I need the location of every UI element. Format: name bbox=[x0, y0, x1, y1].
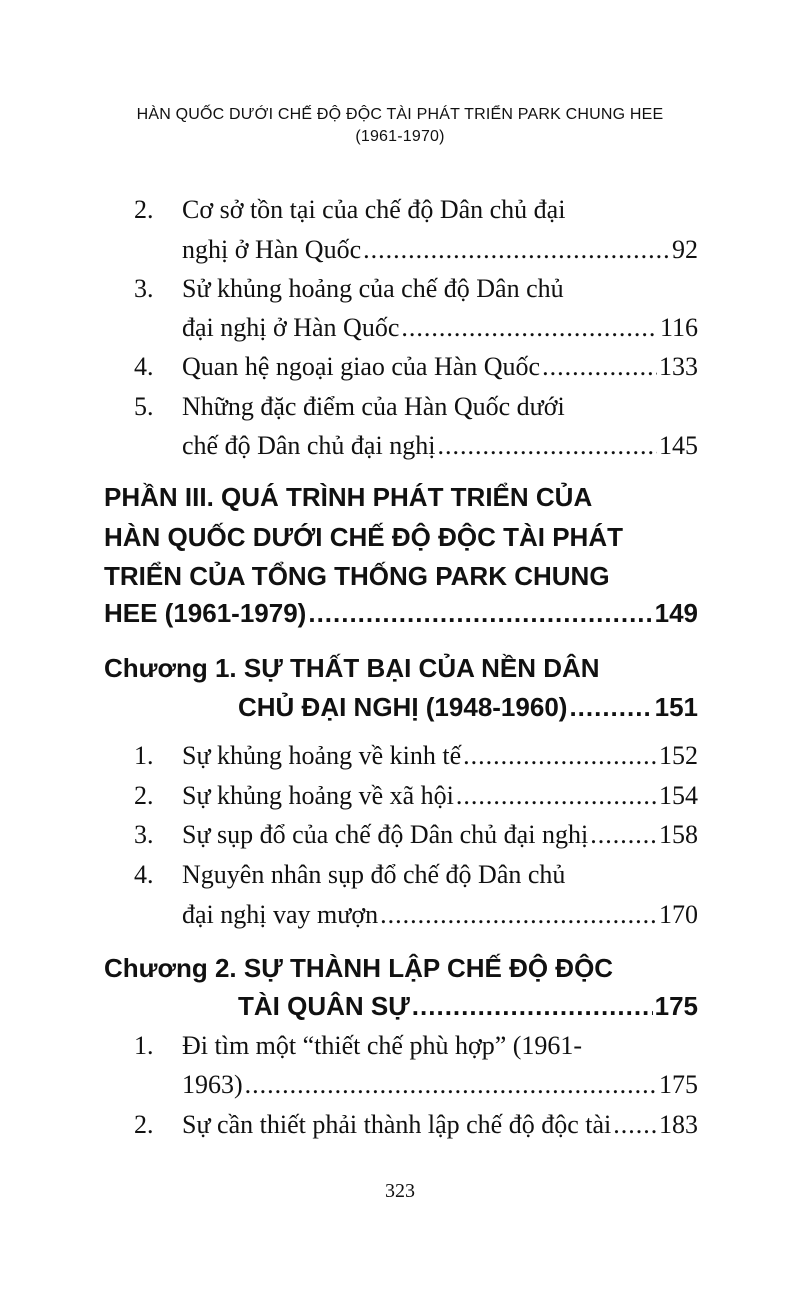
part-3-heading-line-4 bbox=[104, 594, 698, 632]
part-3-heading-line-1: PHẦN III. QUÁ TRÌNH PHÁT TRIỂN CỦA bbox=[104, 482, 593, 512]
dot-leader bbox=[437, 428, 657, 464]
dot-leader bbox=[412, 987, 653, 1025]
toc-page-number: 92 bbox=[672, 235, 698, 264]
toc-entry-number: 3. bbox=[134, 274, 154, 303]
toc-page-number: 151 bbox=[654, 692, 698, 722]
chapter-1-item-4-continuation bbox=[182, 897, 698, 933]
toc-entry-number: 1. bbox=[134, 1031, 154, 1060]
toc-entry-2-continuation bbox=[182, 232, 698, 268]
toc-entry-number: 3. bbox=[134, 820, 154, 849]
toc-entry-text: Những đặc điểm của Hàn Quốc dưới bbox=[182, 392, 565, 421]
dot-leader bbox=[380, 897, 657, 933]
dot-leader bbox=[363, 232, 670, 268]
toc-entry-4-line bbox=[182, 349, 698, 385]
toc-page-number: 175 bbox=[654, 991, 698, 1021]
toc-entry-number: 1. bbox=[134, 741, 154, 770]
dot-leader bbox=[569, 688, 652, 726]
chapter-1-heading-text: CHỦ ĐẠI NGHỊ (1948-1960) bbox=[238, 692, 568, 722]
toc-entry-2 bbox=[0, 192, 800, 228]
toc-entry-number: 2. bbox=[134, 195, 154, 224]
toc-entry-text: Sự khủng hoảng về xã hội bbox=[182, 781, 454, 810]
toc-entry-3-continuation bbox=[182, 310, 698, 346]
chapter-2-heading-text: TÀI QUÂN SỰ bbox=[238, 991, 410, 1021]
toc-entry-5-continuation bbox=[182, 428, 698, 464]
toc-page-number: 116 bbox=[659, 313, 698, 342]
toc-page-number: 183 bbox=[659, 1110, 698, 1139]
part-3-heading-line-3: TRIỂN CỦA TỔNG THỐNG PARK CHUNG bbox=[104, 561, 610, 591]
dot-leader bbox=[308, 594, 652, 632]
toc-entry-text: Nguyên nhân sụp đổ chế độ Dân chủ bbox=[182, 860, 566, 889]
toc-entry-3 bbox=[0, 271, 800, 307]
toc-entry-text: Đi tìm một “thiết chế phù hợp” (1961- bbox=[182, 1031, 583, 1060]
chapter-2-heading-line-2 bbox=[238, 987, 698, 1025]
chapter-1-heading-line-1: Chương 1. SỰ THẤT BẠI CỦA NỀN DÂN bbox=[104, 653, 600, 683]
toc-page-number: 158 bbox=[659, 820, 698, 849]
toc-page-number: 152 bbox=[659, 741, 698, 770]
chapter-2-item-1-continuation bbox=[182, 1067, 698, 1103]
toc-page-number: 154 bbox=[659, 781, 698, 810]
toc-entry-text: Sử khủng hoảng của chế độ Dân chủ bbox=[182, 274, 564, 303]
toc-page-number: 170 bbox=[659, 900, 698, 929]
toc-page-number: 149 bbox=[654, 598, 698, 628]
toc-entry-number: 4. bbox=[134, 860, 154, 889]
chapter-2-heading-line-1: Chương 2. SỰ THÀNH LẬP CHẾ ĐỘ ĐỘC bbox=[104, 953, 614, 983]
chapter-2-item-2-line bbox=[182, 1107, 698, 1143]
chapter-1-item-3-line bbox=[182, 817, 698, 853]
running-header-years: (1961-1970) bbox=[355, 128, 445, 145]
toc-entry-text: Cơ sở tồn tại của chế độ Dân chủ đại bbox=[182, 195, 566, 224]
toc-entry-text: Quan hệ ngoại giao của Hàn Quốc bbox=[182, 352, 541, 381]
dot-leader bbox=[456, 778, 657, 814]
toc-entry-text: Sự cần thiết phải thành lập chế độ độc tài bbox=[182, 1110, 612, 1139]
toc-page-number: 133 bbox=[659, 352, 698, 381]
dot-leader bbox=[542, 349, 657, 385]
chapter-2-item-1 bbox=[0, 1028, 800, 1064]
toc-entry-number: 2. bbox=[134, 1110, 154, 1139]
chapter-1-item-1-line bbox=[182, 738, 698, 774]
dot-leader bbox=[590, 817, 657, 853]
toc-entry-5 bbox=[0, 389, 800, 425]
dot-leader bbox=[245, 1067, 657, 1103]
chapter-1-heading-line-2 bbox=[238, 688, 698, 726]
running-header bbox=[0, 104, 800, 148]
toc-page-number: 145 bbox=[659, 431, 698, 460]
dot-leader bbox=[613, 1107, 657, 1143]
toc-entry-text: đại nghị ở Hàn Quốc bbox=[182, 313, 400, 342]
part-3-heading-line-2: HÀN QUỐC DƯỚI CHẾ ĐỘ ĐỘC TÀI PHÁT bbox=[104, 522, 623, 552]
toc-entry-text: đại nghị vay mượn bbox=[182, 900, 379, 929]
chapter-1-item-2-line bbox=[182, 778, 698, 814]
toc-entry-number: 4. bbox=[134, 352, 154, 381]
dot-leader bbox=[401, 310, 658, 346]
toc-entry-text: nghị ở Hàn Quốc bbox=[182, 235, 362, 264]
toc-entry-text: Sự khủng hoảng về kinh tế bbox=[182, 741, 462, 770]
toc-entry-text: Sự sụp đổ của chế độ Dân chủ đại nghị bbox=[182, 820, 589, 849]
toc-entry-text: 1963) bbox=[182, 1070, 243, 1099]
toc-entry-number: 5. bbox=[134, 392, 154, 421]
chapter-1-item-4 bbox=[0, 857, 800, 893]
running-header-title: HÀN QUỐC DƯỚI CHẾ ĐỘ ĐỘC TÀI PHÁT TRIỂN PARK CHUNG HEE bbox=[136, 106, 664, 123]
part-3-heading-text: HEE (1961-1979) bbox=[104, 598, 307, 628]
toc-page-number: 175 bbox=[659, 1070, 698, 1099]
toc-entry-number: 2. bbox=[134, 781, 154, 810]
page-number: 323 bbox=[385, 1180, 415, 1202]
dot-leader bbox=[463, 738, 657, 774]
toc-entry-text: chế độ Dân chủ đại nghị bbox=[182, 431, 436, 460]
